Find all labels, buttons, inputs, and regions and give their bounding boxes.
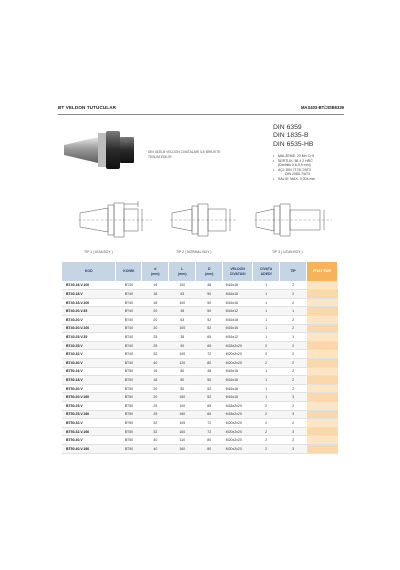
table-row [62, 384, 338, 393]
cell-l: 105 [169, 419, 196, 428]
cell-code: BT40.25.V [62, 341, 116, 350]
cell-screw: M20x2x20 [223, 350, 253, 359]
header-d: d (mm) [142, 262, 169, 281]
table-body [62, 281, 338, 453]
cell-type: 2 [280, 384, 307, 393]
cell-d: 20 [142, 315, 169, 324]
spec-row: DIN 2080-7/AT3 [285, 172, 311, 177]
table-row [62, 410, 338, 419]
cell-screw: M16x12 [223, 307, 253, 316]
cell-taper: BT50 [116, 393, 142, 402]
cell-d: 32 [142, 350, 169, 359]
cell-big-d: 65 [196, 333, 223, 342]
bt-holder-product-image [60, 125, 140, 175]
cell-screw: M16x16 [223, 298, 253, 307]
cell-d: 32 [142, 427, 169, 436]
bullet-icon: • [273, 158, 275, 163]
cell-screw-count: 1 [253, 315, 280, 324]
spec-row: • AÇI: DIN 7178-7/AT3 [273, 167, 311, 172]
cell-screw-count: 2 [253, 350, 280, 359]
cell-taper: BT50 [116, 410, 142, 419]
cell-price [307, 281, 338, 290]
cell-taper: BT50 [116, 402, 142, 411]
cell-d: 16 [142, 281, 169, 290]
cell-price [307, 393, 338, 402]
cell-code: BT40.20.V.35 [62, 307, 116, 316]
cell-d: 18 [142, 376, 169, 385]
cell-price [307, 384, 338, 393]
table-row [62, 298, 338, 307]
cell-d: 40 [142, 436, 169, 445]
header-civata: CIVATA ADEDİ [253, 262, 280, 281]
cell-screw: M16x16 [223, 384, 253, 393]
header-big-d: D (mm) [196, 262, 223, 281]
cell-d: 20 [142, 384, 169, 393]
spec-row: (Derinlik 0,6-0,9 mm) [278, 163, 311, 168]
cell-big-d: 52 [196, 393, 223, 402]
bullet-icon: • [273, 167, 275, 172]
cell-type: 2 [280, 298, 307, 307]
cell-price [307, 298, 338, 307]
cell-d: 40 [142, 358, 169, 367]
cell-code: BT50.40.V.160 [62, 445, 116, 454]
cell-taper: BT50 [116, 427, 142, 436]
cell-taper: BT50 [116, 376, 142, 385]
cell-screw-count: 1 [253, 393, 280, 402]
header-konik: KONİK [116, 262, 142, 281]
cell-price [307, 350, 338, 359]
table-row [62, 402, 338, 411]
standard-code: MAS403-BT/JISB6339 [300, 105, 344, 110]
cell-d: 25 [142, 402, 169, 411]
cell-screw: M16x16 [223, 367, 253, 376]
cell-type: 2 [280, 281, 307, 290]
cell-screw-count: 2 [253, 436, 280, 445]
cell-l: 120 [169, 358, 196, 367]
cell-screw: M18x2x20 [223, 402, 253, 411]
cell-big-d: 52 [196, 384, 223, 393]
din-standards [273, 124, 313, 149]
cell-taper: BT40 [116, 307, 142, 316]
cell-screw: M16x16 [223, 290, 253, 299]
cell-price [307, 436, 338, 445]
cell-d: 18 [142, 298, 169, 307]
bullet-icon: • [273, 154, 275, 158]
cell-code: BT40.18.V [62, 290, 116, 299]
cell-screw-count: 2 [253, 341, 280, 350]
cell-l: 100 [169, 324, 196, 333]
cell-price [307, 307, 338, 316]
cell-l: 63 [169, 290, 196, 299]
din-standard: DIN 6535-HB [273, 140, 314, 148]
cell-type: 3 [280, 410, 307, 419]
cell-l: 100 [169, 402, 196, 411]
product-table [62, 262, 338, 454]
cell-l: 63 [169, 315, 196, 324]
cell-screw: M16x16 [223, 315, 253, 324]
cell-big-d: 52 [196, 315, 223, 324]
table-row [62, 358, 338, 367]
cell-screw-count: 1 [253, 298, 280, 307]
cell-d: 16 [142, 367, 169, 376]
cell-screw: M20x2x20 [223, 358, 253, 367]
cell-code: BT50.20.V [62, 384, 116, 393]
table-row [62, 445, 338, 454]
type2-drawing [168, 196, 238, 244]
cell-screw-count: 2 [253, 427, 280, 436]
cell-taper: BT50 [116, 436, 142, 445]
cell-taper: BT50 [116, 367, 142, 376]
cell-screw: M16x16 [223, 281, 253, 290]
cell-code: BT40.20.V.100 [62, 324, 116, 333]
cell-big-d: 50 [196, 376, 223, 385]
cell-big-d: 72 [196, 419, 223, 428]
cell-taper: BT40 [116, 290, 142, 299]
cell-big-d: 50 [196, 298, 223, 307]
cell-code: BT40.16.V.100 [62, 281, 116, 290]
bullet-icon: • [273, 176, 275, 181]
cell-d: 25 [142, 410, 169, 419]
table-row [62, 315, 338, 324]
cell-big-d: 48 [196, 281, 223, 290]
cell-taper: BT40 [116, 341, 142, 350]
table-row [62, 350, 338, 359]
delivery-note: DIN 1835-B VELDON CIVATALARI İLE BİRLİKTE TESLİM EDİLİR. [148, 150, 221, 159]
cell-price [307, 324, 338, 333]
section-title: BT VELDON TUTUCULAR [58, 105, 117, 110]
cell-screw: M20x2x20 [223, 427, 253, 436]
cell-big-d: 80 [196, 436, 223, 445]
cell-l: 80 [169, 384, 196, 393]
type1-caption: TİP 1 ( KISA BOY ) [84, 250, 113, 254]
cell-price [307, 445, 338, 454]
cell-screw: M20x2x20 [223, 419, 253, 428]
cell-price [307, 367, 338, 376]
cell-code: BT50.25.V.160 [62, 410, 116, 419]
cell-taper: BT40 [116, 298, 142, 307]
cell-l: 160 [169, 445, 196, 454]
cell-type: 2 [280, 367, 307, 376]
cell-taper: BT40 [116, 281, 142, 290]
cell-d: 20 [142, 307, 169, 316]
cell-type: 2 [280, 350, 307, 359]
cell-type: 2 [280, 324, 307, 333]
cell-screw: M16x16 [223, 376, 253, 385]
spec-row: • SALGI: MAX. 0,004 mm [273, 176, 316, 181]
cell-price [307, 290, 338, 299]
din-standard: DIN 1835-B [273, 132, 309, 140]
type3-caption: TİP 3 ( UZUN BOY ) [272, 250, 303, 254]
cell-big-d: 50 [196, 307, 223, 316]
cell-code: BT50.18.V [62, 376, 116, 385]
cell-type: 2 [280, 402, 307, 411]
cell-d: 20 [142, 324, 169, 333]
cell-screw-count: 1 [253, 290, 280, 299]
type3-drawing [252, 196, 334, 244]
cell-taper: BT40 [116, 324, 142, 333]
cell-price [307, 341, 338, 350]
cell-big-d: 80 [196, 445, 223, 454]
cell-code: BT50.25.V [62, 402, 116, 411]
table-row [62, 333, 338, 342]
cell-price [307, 358, 338, 367]
cell-l: 160 [169, 410, 196, 419]
cell-l: 35 [169, 307, 196, 316]
cell-code: BT50.20.V.160 [62, 393, 116, 402]
table-row [62, 376, 338, 385]
table-row [62, 393, 338, 402]
cell-l: 80 [169, 376, 196, 385]
cell-d: 20 [142, 393, 169, 402]
cell-screw-count: 2 [253, 445, 280, 454]
table-row [62, 367, 338, 376]
cell-code: BT50.32.V [62, 419, 116, 428]
cell-screw-count: 1 [253, 376, 280, 385]
cell-type: 3 [280, 393, 307, 402]
cell-type: 2 [280, 290, 307, 299]
table-header-row [62, 262, 338, 281]
cell-big-d: 80 [196, 358, 223, 367]
cell-screw: M18x2x20 [223, 410, 253, 419]
cell-type: 2 [280, 341, 307, 350]
cell-type: 3 [280, 445, 307, 454]
cell-type: 2 [280, 376, 307, 385]
table-row [62, 324, 338, 333]
cell-code: BT40.25.V.35 [62, 333, 116, 342]
cell-type: 3 [280, 427, 307, 436]
table-row [62, 427, 338, 436]
cell-type: 2 [280, 419, 307, 428]
cell-taper: BT50 [116, 419, 142, 428]
cell-screw-count: 2 [253, 410, 280, 419]
cell-big-d: 65 [196, 341, 223, 350]
cell-l: 160 [169, 427, 196, 436]
cell-code: BT40.40.V [62, 358, 116, 367]
cell-type: 1 [280, 307, 307, 316]
header-tip: TİP [280, 262, 307, 281]
cell-d: 18 [142, 290, 169, 299]
cell-screw-count: 1 [253, 324, 280, 333]
cell-taper: BT50 [116, 384, 142, 393]
cell-taper: BT40 [116, 333, 142, 342]
cell-big-d: 50 [196, 290, 223, 299]
cell-type: 2 [280, 315, 307, 324]
cell-big-d: 52 [196, 324, 223, 333]
cell-screw-count: 1 [253, 281, 280, 290]
header-l: L (mm) [169, 262, 196, 281]
cell-big-d: 48 [196, 367, 223, 376]
cell-l: 100 [169, 281, 196, 290]
cell-screw-count: 1 [253, 333, 280, 342]
cell-screw-count: 2 [253, 402, 280, 411]
cell-screw-count: 1 [253, 367, 280, 376]
cell-screw-count: 1 [253, 384, 280, 393]
cell-taper: BT40 [116, 315, 142, 324]
spec-row: • MALZEME: 20 Mn Cr 5 [273, 154, 315, 158]
cell-screw: M20x2x20 [223, 445, 253, 454]
cell-code: BT50.32.V.160 [62, 427, 116, 436]
cell-l: 100 [169, 350, 196, 359]
table-row [62, 281, 338, 290]
cell-d: 25 [142, 333, 169, 342]
table-row [62, 436, 338, 445]
cell-big-d: 65 [196, 402, 223, 411]
cell-l: 110 [169, 436, 196, 445]
cell-code: BT50.16.V [62, 367, 116, 376]
cell-screw: M16x16 [223, 324, 253, 333]
cell-taper: BT50 [116, 445, 142, 454]
header-divider [58, 114, 344, 115]
cell-d: 32 [142, 419, 169, 428]
table-row [62, 307, 338, 316]
cell-price [307, 315, 338, 324]
header-kod: KOD [62, 262, 116, 281]
cell-screw-count: 1 [253, 307, 280, 316]
cell-code: BT40.20.V [62, 315, 116, 324]
cell-type: 2 [280, 436, 307, 445]
cell-screw: M20x2x20 [223, 436, 253, 445]
cell-big-d: 65 [196, 410, 223, 419]
cell-price [307, 402, 338, 411]
cell-d: 40 [142, 445, 169, 454]
cell-l: 35 [169, 333, 196, 342]
cell-code: BT40.18.V.100 [62, 298, 116, 307]
cell-taper: BT40 [116, 350, 142, 359]
cell-screw: M16x16 [223, 393, 253, 402]
header-price: FİYAT EUR [307, 262, 338, 281]
cell-big-d: 72 [196, 427, 223, 436]
cell-screw-count: 2 [253, 358, 280, 367]
spec-row: • SERTLİK: 58 ± 2 HRC [273, 158, 313, 163]
table-row [62, 341, 338, 350]
cell-l: 100 [169, 298, 196, 307]
cell-screw: M16x12 [223, 333, 253, 342]
cell-screw: M18x2x20 [223, 341, 253, 350]
cell-price [307, 376, 338, 385]
cell-price [307, 410, 338, 419]
cell-l: 90 [169, 341, 196, 350]
cell-l: 80 [169, 367, 196, 376]
cell-type: 2 [280, 358, 307, 367]
cell-l: 160 [169, 393, 196, 402]
table-row [62, 419, 338, 428]
cell-code: BT40.32.V [62, 350, 116, 359]
cell-price [307, 427, 338, 436]
cell-d: 25 [142, 341, 169, 350]
cell-big-d: 72 [196, 350, 223, 359]
material-specs [273, 154, 315, 182]
cell-screw-count: 2 [253, 419, 280, 428]
type1-drawing [76, 196, 154, 244]
cell-taper: BT40 [116, 358, 142, 367]
cell-code: BT50.40.V [62, 436, 116, 445]
table-row [62, 290, 338, 299]
cell-price [307, 333, 338, 342]
type2-caption: TİP 2 ( NORMAL BOY ) [176, 250, 212, 254]
cell-type: 1 [280, 333, 307, 342]
header-veldon: VELDON CIVATASI [223, 262, 253, 281]
din-standard: DIN 6359 [273, 124, 302, 131]
cell-price [307, 419, 338, 428]
